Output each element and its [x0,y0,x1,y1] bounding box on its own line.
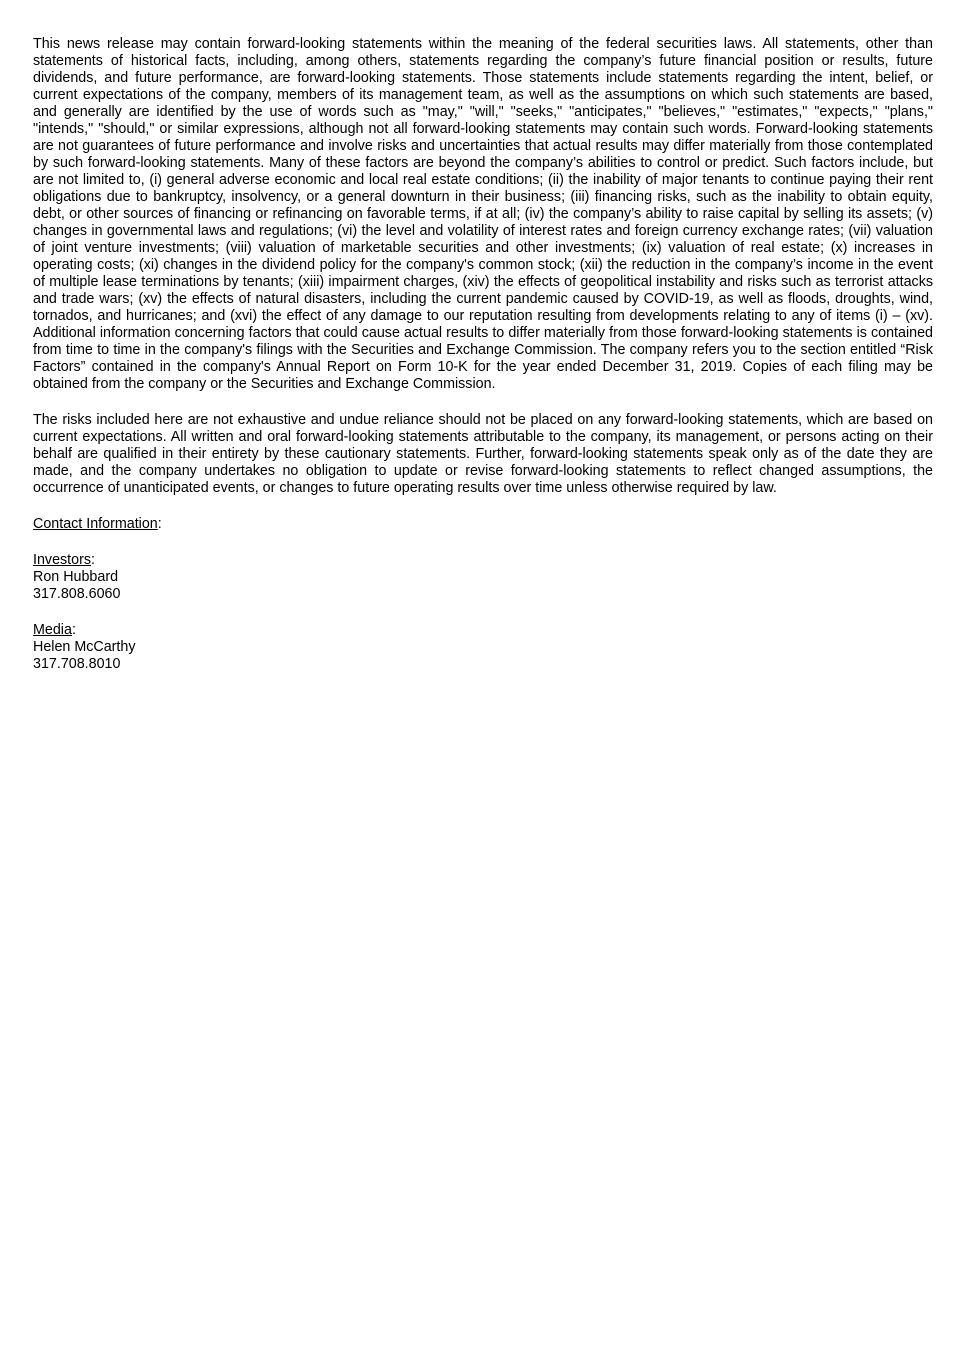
investors-label-colon: : [91,552,95,568]
contact-heading-text: Contact Information [33,516,158,532]
media-label-colon: : [71,622,76,638]
media-contact-phone: 317.708.8010 [33,656,121,672]
media-contact [33,622,933,673]
contact-information-heading [33,516,933,533]
forward-looking-statements-paragraph: This news release may contain forward-looking statements within the meaning of the federal securities laws. All statements, other than statements of historical facts, including, among others, statements regarding the company’s future financial position or results, future dividends, and future performance, are forward-looking statements. Those statements include statements regarding the intent, belief, or current expectations of the company, members of its management team, as well as the assumptions on which such statements are based, and generally are identified by the use of words such as "may," "will," "seeks," "anticipates," "believes," "estimates," "expects," "plans," "intends," "should," or similar expressions, although not all forward-looking statements may contain such words. Forward-looking statements are not guarantees of future performance and involve risks and uncertainties that actual results may differ materially from those contemplated by such forward-looking statements. Many of these factors are beyond the company’s abilities to control or predict. Such factors include, but are not limited to, (i) general adverse economic and local real estate conditions; (ii) the inability of major tenants to continue paying their rent obligations due to bankruptcy, insolvency, or a general downturn in their business; (iii) financing risks, such as the inability to obtain equity, debt, or other sources of financing or refinancing on favorable terms, if at all; (iv) the company’s ability to raise capital by selling its assets; (v) changes in governmental laws and regulations; (vi) the level and volatility of interest rates and foreign currency exchange rates; (vii) valuation of joint venture investments; (viii) valuation of marketable securities and other investments; (ix) valuation of real estate; (x) increases in operating costs; (xi) changes in the dividend policy for the company's common stock; (xii) the reduction in the company’s income in the event of multiple lease terminations by tenants; (xiii) impairment charges, (xiv) the effects of geopolitical instability and risks such as terrorist attacks and trade wars; (xv) the effects of natural disasters, including the current pandemic caused by COVID-19, as well as floods, droughts, wind, tornados, and hurricanes; and (xvi) the effect of any damage to our reputation resulting from developments relating to any of items (i) – (xv). Additional information concerning factors that could cause actual results to differ materially from those forward-looking statements is contained from time to time in the company's filings with the Securities and Exchange Commission. The company refers you to the section entitled “Risk Factors” contained in the company's Annual Report on Form 10-K for the year ended December 31, 2019. Copies of each filing may be obtained from the company or the Securities and Exchange Commission. [33,36,933,392]
investors-contact [33,552,933,603]
contact-heading-colon: : [157,516,162,532]
media-label-line [33,622,933,639]
risk-disclaimer-paragraph: The risks included here are not exhaustive and undue reliance should not be placed on any forward-looking statements, which are based on current expectations. All written and oral forward-looking statements attributable to the company, its management, or persons acting on their behalf are qualified in their entirety by these cautionary statements. Further, forward-looking statements speak only as of the date they are made, and the company undertakes no obligation to update or revise forward-looking statements to reflect changed assumptions, the occurrence of unanticipated events, or changes to future operating results over time unless otherwise required by law. [33,412,933,496]
investors-label-line [33,552,933,569]
document-page [33,36,933,692]
media-contact-name: Helen McCarthy [33,639,136,655]
investors-contact-name: Ron Hubbard [33,569,119,585]
media-label: Media [33,622,72,638]
investors-contact-phone: 317.808.6060 [33,586,121,602]
investors-label: Investors [33,552,92,568]
